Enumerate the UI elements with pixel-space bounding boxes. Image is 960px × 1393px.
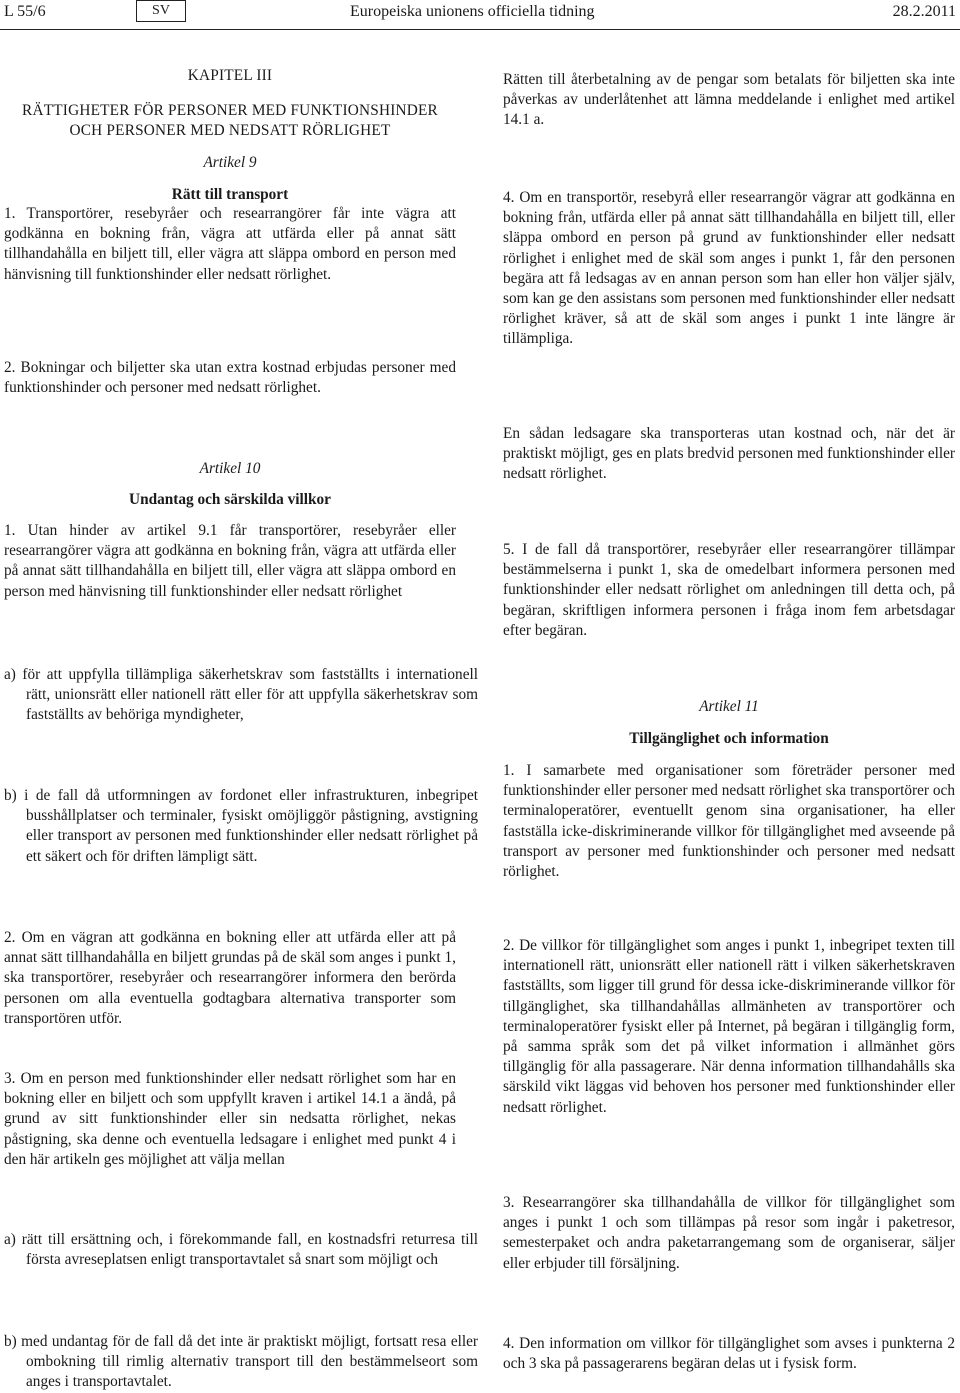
article-11-paragraph-4: 4. Den information om villkor för tillgänglighet som avses i punkterna 2 och 3 ska på passagerarens begäran delas ut i fysisk form. bbox=[503, 1335, 955, 1373]
page-header bbox=[0, 0, 960, 28]
article-10-continuation: Rätten till återbetalning av de pengar som betalats för biljetten ska inte påverkas av underlåtenhet att lämna meddelande i enlighet med artikel 14.1 a. bbox=[503, 71, 955, 129]
article-11-label: Artikel 11 bbox=[699, 698, 759, 715]
article-11-paragraph-2: 2. De villkor för tillgänglighet som anges i punkt 1, inbegripet texten till internationell rätt, unionsrätt eller nationell rätt i vilken säkerhetskraven fastställts, som ligger till grund för dessa icke-diskriminerande villkor för tillgänglighet, ska tillhandahållas allmänheten av transportörer och terminaloperatörer fysiskt eller på Internet, på begäran i tillgänglig form, på samma språk som det på vilket information i allmänhet görs tillgänglig för alla passagerare. När denna information tillhandahålls ska särskild vikt läggas vid behoven hos personer med funktionshinder eller nedsatt rörlighet. bbox=[503, 937, 955, 1116]
article-10-paragraph-4-companion: En sådan ledsagare ska transporteras utan kostnad och, när det är praktiskt möjligt, ges en plats bredvid personen med funktionshinder eller nedsatt rörlighet. bbox=[503, 425, 956, 483]
chapter-title-line-2: OCH PERSONER MED NEDSATT RÖRLIGHET bbox=[69, 122, 391, 139]
article-9-paragraph-2: 2. Bokningar och biljetter ska utan extra kostnad erbjudas personer med funktionshinder och personer med nedsatt rörlighet. bbox=[4, 359, 456, 397]
page-reference: L 55/6 bbox=[4, 3, 46, 20]
article-9-label: Artikel 9 bbox=[203, 154, 257, 171]
article-10-paragraph-1-item-a: a) för att uppfylla tillämpliga säkerhetskrav som fastställts i internationell rätt, unionsrätt eller nationell rätt eller för att uppfylla säkerhetskrav som fastställts av behöriga myndigheter, bbox=[4, 666, 478, 724]
language-badge: SV bbox=[136, 0, 186, 22]
article-11-paragraph-1: 1. I samarbete med organisationer som företräder personer med funktionshinder eller personer med nedsatt rörlighet ska transportörer och terminaloperatörer, eventuellt genom sina organisationer, ha eller fastställa icke-diskriminerande villkor för tillgänglighet med avseende på transport av personer med funktionshinder och personer med nedsatt rörlighet. bbox=[503, 762, 955, 881]
chapter-number: KAPITEL III bbox=[187, 67, 273, 84]
header-rule bbox=[0, 29, 960, 30]
article-10-label: Artikel 10 bbox=[199, 460, 261, 477]
article-10-paragraph-3: 3. Om en person med funktionshinder eller nedsatt rörlighet som har en bokning eller en biljett och som uppfyllt kraven i artikel 14.1 a ändå, på grund av sitt funktionshinder eller sin nedsatta rörlighet, nekas påstigning, ska denne och eventuella ledsagare i enlighet med punkt 4 i den här artikeln ges möjlighet att välja mellan bbox=[4, 1070, 456, 1168]
article-9-paragraph-1: 1. Transportörer, resebyråer och researrangörer får inte vägra att godkänna en bokning från, vägra att utfärda eller på annat sätt tillhandahålla en biljett till, eller vägra att släppa ombord en person med hänvisning till funktionshinder eller nedsatt rörlighet. bbox=[4, 205, 456, 283]
article-11-paragraph-3: 3. Researrangörer ska tillhandahålla de villkor för tillgänglighet som anges i punkt 1 och som tillämpas på resor som ingår i paketresor, semesterpaket och andra paketarrangemang som de organiserar, säljer eller erbjuder till försäljning. bbox=[503, 1194, 955, 1272]
article-10-title: Undantag och särskilda villkor bbox=[129, 491, 331, 508]
article-10-paragraph-1-item-b: b) i de fall då utformningen av fordonet eller infrastrukturen, inbegripet busshållplatser och terminaler, fysiskt omöjliggör påstigning, avstigning eller transport av personen med funktionshinder eller nedsatt rörlighet på ett säkert och för driften lämpligt sätt. bbox=[4, 787, 478, 865]
publication-date: 28.2.2011 bbox=[892, 3, 956, 20]
chapter-title-line-1: RÄTTIGHETER FÖR PERSONER MED FUNKTIONSHINDER bbox=[22, 102, 438, 119]
article-11-title: Tillgänglighet och information bbox=[629, 730, 829, 747]
article-10-paragraph-2: 2. Om en vägran att godkänna en bokning eller att utfärda eller att på annat sätt tillhandahålla en biljett grundas på de skäl som anges i punkt 1, ska transportörer, resebyråer och researrangörer informera den berörda personen om alla eventuella godtagbara alternativa transporter som transportören utför. bbox=[4, 929, 456, 1027]
article-10-paragraph-3-item-b: b) med undantag för de fall då det inte är praktiskt möjligt, fortsatt resa eller ombokning till rimlig alternativ transport till den bestämmelseort som anges i transportavtalet. bbox=[4, 1333, 478, 1391]
article-10-paragraph-4: 4. Om en transportör, resebyrå eller researrangör vägrar att godkänna en bokning från, utfärda eller på annat sätt tillhandahålla en biljett till, eller släppa ombord en person på grund av funktionshinder eller nedsatt rörlighet i enlighet med de skäl som anges i punkt 1, får den personen begära att få ledsagas av en annan person som han eller hon väljer själv, som kan ge den assistans som personen med funktionshinder eller nedsatt rörlighet kräver, så att de skäl som anges i punkt 1 inte längre är tillämpliga. bbox=[503, 189, 955, 348]
article-9-title: Rätt till transport bbox=[171, 186, 289, 203]
article-10-paragraph-3-item-a: a) rätt till ersättning och, i förekommande fall, en kostnadsfri returresa till första avreseplatsen enligt transportavtalet så snart som möjligt och bbox=[4, 1231, 478, 1269]
article-10-paragraph-1: 1. Utan hinder av artikel 9.1 får transportörer, resebyråer eller researrangörer vägra att godkänna en bokning från, vägra att utfärda eller på annat sätt tillhandahålla en biljett till, eller vägra att släppa ombord en person med hänvisning till funktionshinder eller nedsatt rörlighet bbox=[4, 522, 456, 600]
article-10-paragraph-5: 5. I de fall då transportörer, resebyråer eller researrangörer tillämpar bestämmelserna i punkt 1, ska de omedelbart informera personen med funktionshinder eller nedsatt rörlighet om anledningen till detta och, på begäran, skriftligen informera personen i fråga inom fem arbetsdagar efter begäran. bbox=[503, 541, 955, 639]
journal-title: Europeiska unionens officiella tidning bbox=[350, 3, 595, 20]
